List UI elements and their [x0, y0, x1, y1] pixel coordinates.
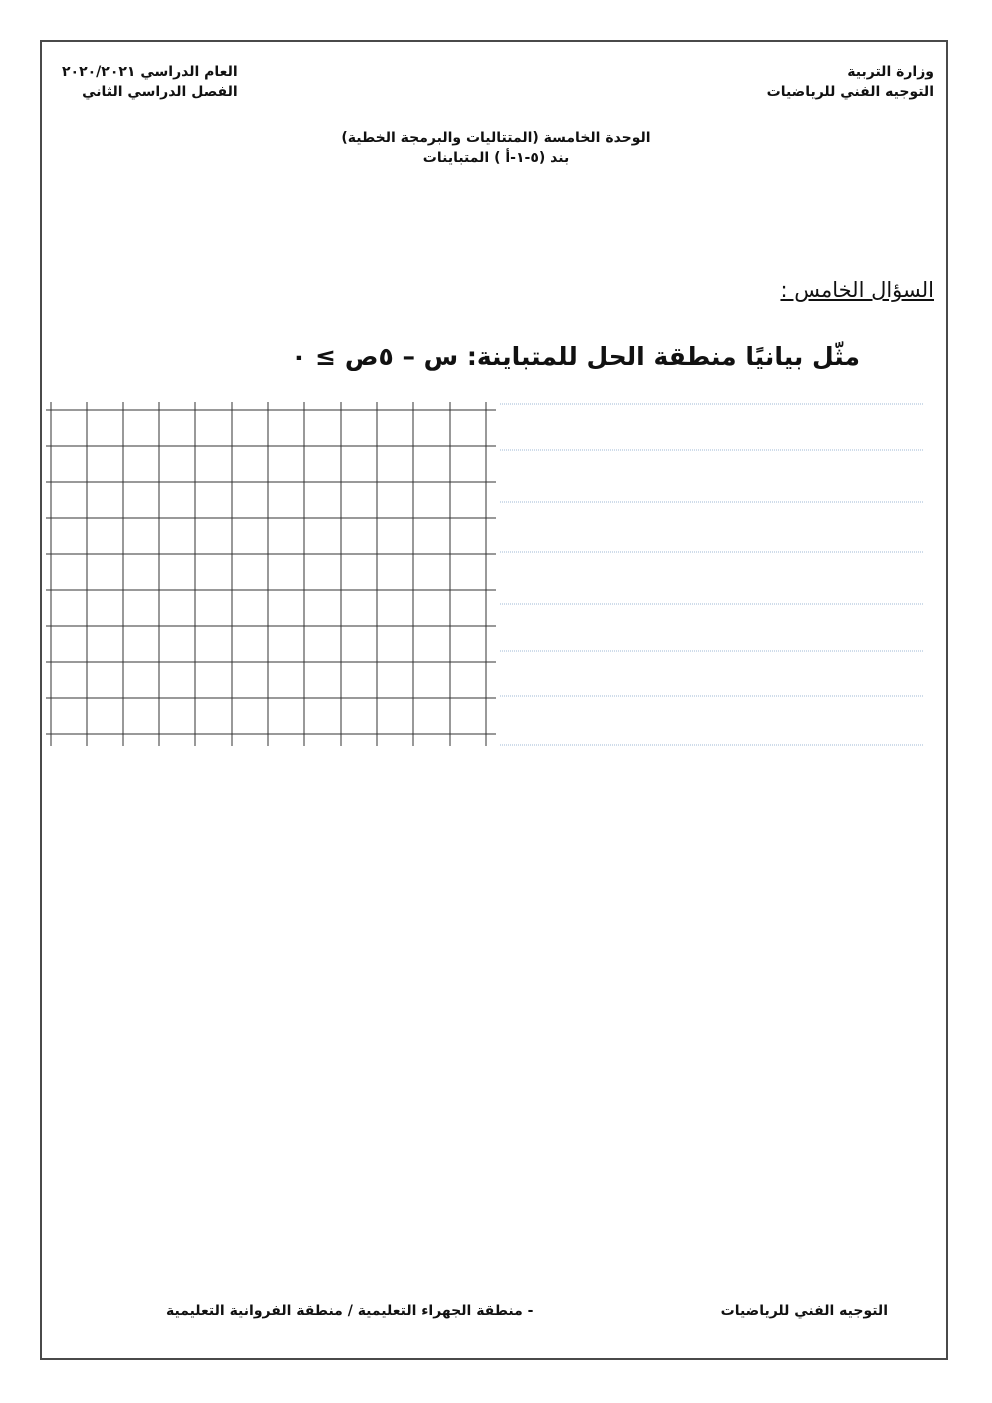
- question-text: مثّل بيانيًا منطقة الحل للمتباينة: س – ٥ص ≥ ٠: [291, 342, 860, 371]
- unit-title: الوحدة الخامسة (المتتاليات والبرمجة الخطية): [341, 130, 651, 146]
- footer-department: التوجيه الفني للرياضيات: [720, 1303, 888, 1319]
- grid-lines: [46, 402, 496, 746]
- header-term-block: [62, 62, 238, 102]
- unit-title-block: [0, 128, 992, 168]
- answer-lines[interactable]: [498, 400, 928, 750]
- section-title: بند (٥-١-أ ) المتباينات: [422, 150, 570, 166]
- header-ministry-block: [767, 62, 934, 102]
- academic-year: العام الدراسي ٢٠٢٠/٢٠٢١: [62, 64, 238, 80]
- answer-line-group: [500, 404, 924, 745]
- ministry-name: وزارة التربية: [847, 64, 934, 80]
- footer-separator: -: [527, 1303, 534, 1319]
- department-name: التوجيه الفني للرياضيات: [766, 84, 934, 100]
- footer-regions: منطقة الجهراء التعليمية / منطقة الفروانية التعليمية: [166, 1303, 523, 1319]
- footer-regions-block: [166, 1303, 539, 1319]
- graph-grid[interactable]: [46, 402, 498, 748]
- semester: الفصل الدراسي الثاني: [82, 84, 238, 100]
- question-label: السؤال الخامس :: [780, 278, 934, 302]
